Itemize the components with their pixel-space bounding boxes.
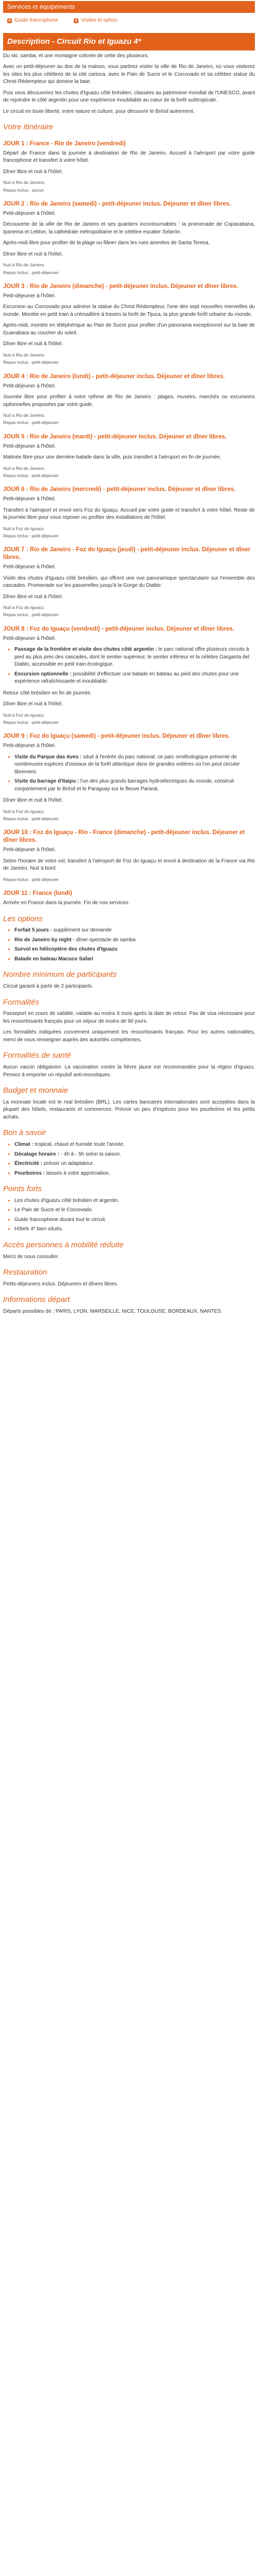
formalities-text (3, 1010, 255, 1044)
day-paragraph: Matinée libre pour une dernière balade dans la ville, puis transfert à l'aéroport en fin de journée. (3, 454, 221, 461)
service-tab-label: Visites et option (81, 18, 118, 24)
day-paragraph: Visite des chutes d'Iguazu côté brésilien, qui offrent une vue panoramique spectaculaire sur l'ensemble des cascades. Promenade sur les passerelles jusqu'à la Gorge du Diable. (3, 575, 255, 589)
health-title: Formalités de santé (3, 1051, 71, 1060)
day-bullet-text: possibilité d'effectuer une balade en bateau au pied des chutes pour une expérience rafraîchissante et inoubliable. (14, 671, 239, 685)
day-bullet-text: l'un des plus grands barrages hydroélectriques du monde, construit conjointement par le Brésil et le Paraguay sur le fleuve Paraná. (14, 778, 234, 792)
day-paragraph: Départ de France dans la journée à destination de Rio de Janeiro. Accueil à l'aéroport par votre guide francophone et transfert à votre hôtel. (3, 150, 255, 164)
day-paragraph: Dîner libre et nuit à l'hôtel. (3, 798, 63, 804)
day-bullet (14, 754, 255, 776)
option-item (14, 937, 255, 944)
departure-info-text: Départs possibles de : PARIS, LYON, MARSEILLE, NICE, TOULOUSE, BORDEAUX, NANTES. (3, 1309, 222, 1315)
budget-text (3, 1099, 255, 1122)
day-section (3, 140, 255, 193)
day-meta: Nuit à Foz do Iguaçu. (3, 526, 45, 531)
day-meta: Repas inclus : petit-déjeuner (3, 269, 59, 275)
guide-icon: ■ (7, 19, 12, 23)
day-bullet (14, 646, 255, 669)
day-title: JOUR 7 : Rio de Janeiro - Foz do Iguaçu (jeudi) - petit-déjeuner inclus. Déjeuner et dîner libres. (3, 547, 251, 561)
day-meta: Nuit à Rio de Janeiro. (3, 413, 45, 418)
day-paragraph: Arrivée en France dans la journée. Fin de nos services. (3, 900, 130, 906)
day-meta: Nuit à Rio de Janeiro. (3, 465, 45, 471)
day-paragraph: Petit-déjeuner à l'hôtel. (3, 496, 56, 502)
good-to-know-item-text: prévoir un adaptateur. (43, 1161, 94, 1167)
accessibility-text: Merci de nous consulter. (3, 1253, 59, 1260)
day-bullet-strong: Passage de la frontière et visite des chutes côté argentin : (14, 647, 157, 653)
day-meta: Nuit à Rio de Janeiro. (3, 352, 45, 358)
day-meta: Repas inclus : petit-déjeuner (3, 533, 59, 538)
option-item-text: - supplément sur demande (50, 927, 112, 934)
intro-paragraph: Avec un petit-déjeuner au dos de la maison, vous partirez visiter la ville de Rio de Janeiro, où vous visiterez les sites les plus célèbres de la cité carioca, avec le Pain de Sucre et le Corcovado et sa célèbre statue du Christ Rédempteur qui domine la baie. (3, 64, 255, 85)
good-to-know-item (14, 1141, 255, 1149)
day-bullet-strong: Visite du barrage d'Itaipu : (14, 778, 79, 785)
days (3, 140, 255, 907)
intro (3, 53, 255, 116)
option-item-strong: Rio de Janeiro by night (14, 937, 72, 943)
day-section (3, 433, 255, 479)
option-item-strong: Balade en bateau Macuco Safari (14, 956, 93, 962)
day-title: JOUR 2 : Rio de Janeiro (samedi) - petit-déjeuner inclus. Déjeuner et dîner libres. (3, 200, 231, 207)
option-item (14, 927, 255, 935)
day-section (3, 283, 255, 366)
highlights-list (3, 1197, 255, 1233)
day-bullet-strong: Excursion optionnelle : (14, 671, 72, 677)
day-title: JOUR 8 : Foz do Iguaçu (vendredi) - petit-déjeuner inclus. Déjeuner et dîner libres. (3, 625, 234, 632)
day-section (3, 546, 255, 618)
day-meta: Repas inclus : petit-déjeuner (3, 816, 59, 822)
good-to-know-item-strong: Climat : (14, 1142, 34, 1148)
day-section (3, 890, 255, 907)
day-section (3, 733, 255, 822)
services-tabs (3, 15, 255, 29)
restauration-text: Petits-déjeuners inclus. Déjeuners et dîners libres. (3, 1281, 118, 1287)
day-paragraph: Journée libre pour profiter à votre rythme de Rio de Janeiro : plages, musées, marchés ou excursions optionnelles proposées par votre guide. (3, 394, 255, 408)
option-item-strong: Forfait 5 jours (14, 927, 49, 934)
option-item-text: - dîner-spectacle de samba (73, 937, 136, 943)
day-paragraph: Petit-déjeuner à l'hôtel. (3, 443, 56, 449)
day-paragraph: Excursion au Corcovado pour admirer la statue du Christ Rédempteur, l'une des sept nouvelles merveilles du monde. Montée en petit train à crémaillère à travers la forêt de Tijuca, la plus grande forêt urbaine du monde. (3, 304, 255, 317)
service-tab[interactable] (74, 17, 117, 25)
day-section (3, 625, 255, 726)
day-meta: Repas inclus : petit-déjeuner (3, 472, 59, 478)
intro-paragraph: Puis vous découvrirez les chutes d'Iguazu côté brésilien, classées au patrimoine mondial de l'UNESCO, avant de rejoindre le côté argentin pour une expérience inoubliable au cœur de la forêt subtropicale. (3, 90, 255, 104)
day-meta: Repas inclus : petit-déjeuner (3, 360, 59, 365)
day-meta: Repas inclus : petit-déjeuner (3, 420, 59, 426)
good-to-know-item-text: tropical, chaud et humide toute l'année. (35, 1142, 125, 1148)
info-paragraph: La monnaie locale est le real brésilien (BRL). Les cartes bancaires internationales sont acceptées dans la plupart des hôtels, restaurants et commerces. Prévoir un peu d'espèces pour les pourboires et les petits achats. (3, 1099, 255, 1120)
highlight-item: • Les chutes d'Iguazu côté brésilien et argentin. (14, 1197, 255, 1205)
highlight-item: • Le Pain de Sucre et le Corcovado. (14, 1207, 255, 1214)
day-bullet-text: le parc national offre plusieurs circuits à pied au plus près des cascades, dont le sentier supérieur, le sentier inférieur et la célèbre Garganta del Diablo, accessible en petit train écologique. (14, 647, 250, 668)
day-meta: Repas inclus : aucun (3, 187, 44, 193)
day-bullet-strong: Visite du Parque das Aves : (14, 754, 82, 760)
accessibility-title: Accès personnes à mobilité réduite (3, 1240, 124, 1249)
good-to-know-item (14, 1151, 255, 1159)
highlights-title: Points forts (3, 1184, 42, 1194)
day-meta: Nuit à Foz do Iguaçu. (3, 712, 45, 718)
day-meta: Nuit à Foz do Iguaçu. (3, 605, 45, 611)
day-meta: Nuit à Rio de Janeiro. (3, 262, 45, 268)
day-title: JOUR 11 : France (lundi) (3, 890, 72, 897)
good-to-know-item-strong: Électricité : (14, 1161, 42, 1167)
day-section (3, 829, 255, 883)
good-to-know-item (14, 1160, 255, 1168)
good-to-know-list (3, 1141, 255, 1177)
good-to-know-item-strong: Décalage horaire : (14, 1151, 59, 1157)
day-paragraph: Petit-déjeuner à l'hôtel. (3, 847, 56, 853)
options-list (3, 927, 255, 963)
day-bullets (3, 754, 255, 793)
day-title: JOUR 1 : France - Rio de Janeiro (vendredi) (3, 140, 126, 147)
good-to-know-item-text: laissés à votre appréciation. (46, 1170, 110, 1176)
day-paragraph: Dîner libre et nuit à l'hôtel. (3, 341, 63, 347)
day-paragraph: Petit-déjeuner à l'hôtel. (3, 293, 56, 299)
day-meta: Nuit à Foz do Iguaçu. (3, 808, 45, 814)
good-to-know-item-strong: Pourboires : (14, 1170, 45, 1176)
highlight-item: • Guide francophone durant tout le circuit. (14, 1216, 255, 1224)
day-paragraph: Petit-déjeuner à l'hôtel. (3, 635, 56, 641)
participants-text: Circuit garanti à partir de 2 participants. (3, 984, 93, 990)
services-header: Services et équipements (3, 1, 255, 13)
day-meta: Nuit à Rio de Janeiro. (3, 180, 45, 185)
day-paragraph: Transfert à l'aéroport et envol vers Foz do Iguaçu. Accueil par votre guide et transfert à votre hôtel. Reste de la journée libre pour vous reposer ou profiter des installations de l'hôtel. (3, 507, 255, 521)
departure-info-title: Informations départ (3, 1295, 70, 1304)
restauration-title: Restauration (3, 1268, 47, 1277)
day-meta: Repas inclus : petit-déjeuner (3, 720, 59, 725)
good-to-know-title: Bon à savoir (3, 1128, 46, 1138)
day-paragraph: Dîner libre et nuit à l'hôtel. (3, 594, 63, 600)
program-title: Votre itinéraire (3, 123, 53, 132)
intro-paragraph: Le circuit en toute liberté, entre nature et culture, pour découvrir le Brésil autrement. (3, 108, 195, 114)
good-to-know-item (14, 1170, 255, 1178)
day-paragraph: Après-midi libre pour profiter de la plage ou flâner dans les rues animées de Santa Teresa. (3, 240, 210, 246)
day-paragraph: Dîner libre et nuit à l'hôtel. (3, 251, 63, 257)
day-bullet-text: situé à l'entrée du parc national, ce parc ornithologique présente de nombreuses espèces d'oiseaux de la forêt atlantique dans de grandes volières où l'on peut circuler librement. (14, 754, 240, 775)
day-title: JOUR 5 : Rio de Janeiro (mardi) - petit-déjeuner inclus. Déjeuner et dîner libres. (3, 433, 227, 440)
day-title: JOUR 10 : Foz do Iguaçu - Rio - France (dimanche) - petit-déjeuner inclus. Déjeuner et dîner libres. (3, 829, 245, 844)
day-paragraph: Selon l'horaire de votre vol, transfert à l'aéroport de Foz do Iguaçu et envol à destination de la France via Rio de Janeiro. Nuit à bord. (3, 858, 255, 872)
day-paragraph: Découverte de la ville de Rio de Janeiro et ses quartiers incontournables : la promenade de Copacabana, Ipanema et Leblon, la cathédrale métropolitaine et le célèbre escalier Selarón. (3, 222, 255, 235)
day-section (3, 486, 255, 539)
visa-icon: ■ (74, 19, 78, 23)
options-title: Les options (3, 914, 43, 923)
participants-title: Nombre minimum de participants (3, 970, 117, 979)
day-paragraph: Petit-déjeuner à l'hôtel. (3, 210, 56, 216)
day-section (3, 373, 255, 426)
highlight-item: • Hôtels 4* bien situés. (14, 1226, 255, 1233)
day-section (3, 200, 255, 276)
option-item (14, 946, 255, 954)
day-bullet (14, 671, 255, 686)
service-tab[interactable] (7, 17, 58, 25)
day-bullet (14, 778, 255, 793)
day-paragraph: Après-midi, montée en téléphérique au Pain de Sucre pour profiter d'un panorama exceptionnel sur la baie de Guanabara au coucher du soleil. (3, 323, 255, 336)
info-paragraph: Les formalités indiquées concernent uniquement les ressortissants français. Pour les autres nationalités, merci de vous renseigner auprès des autorités compétentes. (3, 1029, 255, 1043)
day-meta: Repas inclus : petit-déjeuner (3, 612, 59, 618)
day-title: JOUR 4 : Rio de Janeiro (lundi) - petit-déjeuner inclus. Déjeuner et dîner libres. (3, 373, 225, 380)
option-item (14, 956, 255, 963)
intro-paragraph: Du ski, samba, et une montagne colorée de cette des plusieurs. (3, 53, 149, 59)
info-paragraph: Aucun vaccin obligatoire. La vaccination contre la fièvre jaune est recommandée pour la région d'Iguazu. Pensez à emporter un répulsif anti-moustiques. (3, 1064, 255, 1078)
day-paragraph: Petit-déjeuner à l'hôtel. (3, 743, 56, 749)
day-meta: Repas inclus : petit-déjeuner (3, 876, 59, 882)
day-paragraph: Retour côté brésilien en fin de journée. (3, 690, 92, 696)
day-paragraph: Petit-déjeuner à l'hôtel. (3, 564, 56, 570)
service-tab-label: Guide francophone (14, 18, 59, 24)
day-bullets (3, 646, 255, 686)
option-item-strong: Survol en hélicoptère des chutes d'Iguazu (14, 946, 118, 953)
health-text (3, 1064, 255, 1079)
day-title: JOUR 3 : Rio de Janeiro (dimanche) - petit-déjeuner inclus. Déjeuner et dîner libres. (3, 283, 238, 290)
info-paragraph: Passeport en cours de validité, valable au moins 6 mois après la date de retour. Pas de visa nécessaire pour les ressortissants français pour un séjour de moins de 90 jours. (3, 1011, 255, 1024)
day-title: JOUR 9 : Foz do Iguaçu (samedi) - petit-déjeuner inclus. Déjeuner et dîner libres. (3, 733, 230, 740)
page (3, 0, 255, 1324)
day-paragraph: Petit-déjeuner à l'hôtel. (3, 383, 56, 389)
day-paragraph: Dîner libre et nuit à l'hôtel. (3, 701, 63, 707)
budget-title: Budget et monnaie (3, 1086, 68, 1095)
good-to-know-item-text: - 4h à - 5h selon la saison. (60, 1151, 121, 1157)
description-header: Description - Circuit Rio et Iguazu 4* (3, 33, 255, 50)
formalities-title: Formalités (3, 997, 40, 1007)
day-title: JOUR 6 : Rio de Janeiro (mercredi) - petit-déjeuner inclus. Déjeuner et dîner libres. (3, 486, 236, 493)
day-paragraph: Dîner libre et nuit à l'hôtel. (3, 168, 63, 175)
